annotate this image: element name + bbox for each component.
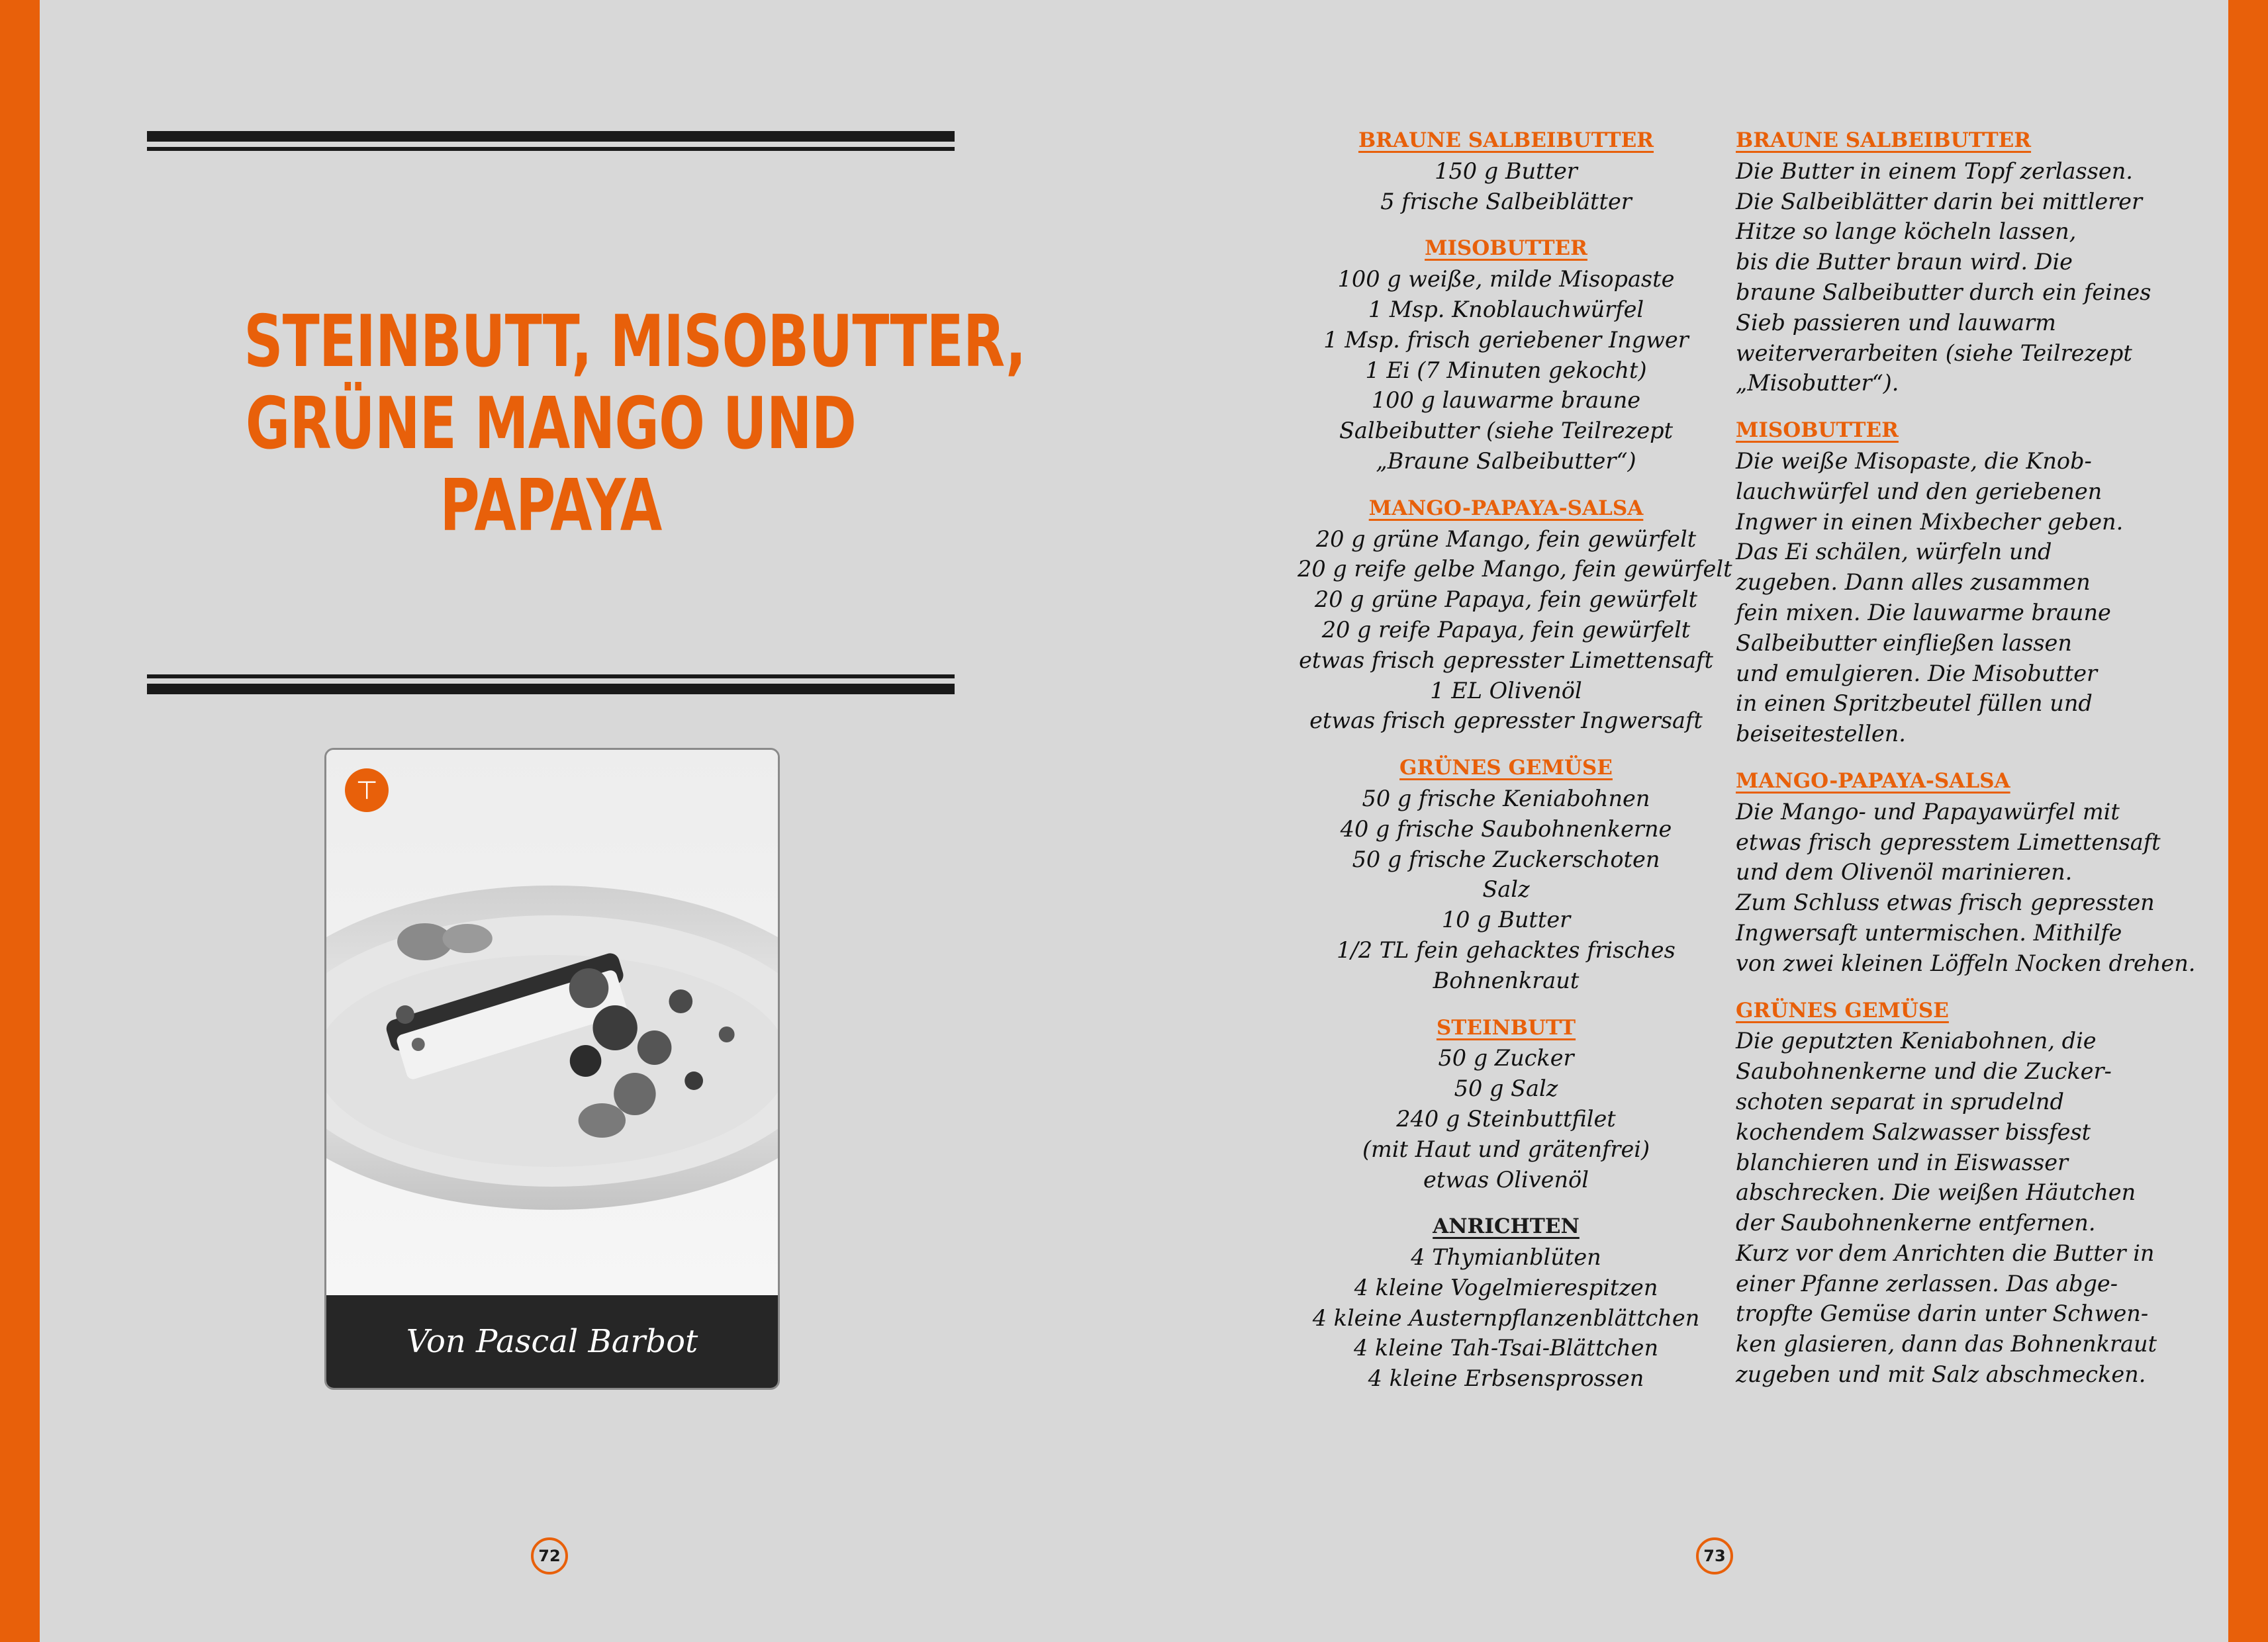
ingredient-line: 100 g lauwarme braune	[1371, 387, 1641, 414]
method-line: und dem Olivenöl marinieren.	[1736, 859, 2073, 886]
ingredient-line: 4 kleine Austernpflanzenblättchen	[1312, 1304, 1700, 1331]
method-line: Saubohnenkerne und die Zucker-	[1736, 1058, 2112, 1085]
ingredient-line: 50 g Zucker	[1438, 1045, 1574, 1072]
top-double-rule	[147, 131, 955, 151]
method-line: „Misobutter“).	[1736, 370, 1899, 396]
method-line: und emulgieren. Die Misobutter	[1736, 660, 2098, 686]
left-orange-edge	[0, 0, 40, 1642]
section-heading: MISOBUTTER	[1736, 418, 1899, 443]
method-section	[1736, 996, 2199, 1390]
ingredient-line: 1/2 TL fein gehacktes frisches	[1337, 936, 1676, 963]
section-heading: BRAUNE SALBEIBUTTER	[1736, 128, 2032, 152]
method-line: zugeben. Dann alles zusammen	[1736, 569, 2091, 596]
method-line: Die Butter in einem Topf zerlassen.	[1736, 158, 2133, 184]
ingredient-line: 5 frische Salbeiblätter	[1380, 188, 1632, 214]
ingredient-line: 1 Msp. Knoblauchwürfel	[1368, 296, 1644, 322]
method-line: der Saubohnenkerne entfernen.	[1736, 1210, 2096, 1236]
ingredient-line: 10 g Butter	[1441, 907, 1571, 933]
method-column	[1736, 126, 2199, 1407]
right-orange-edge	[2228, 0, 2268, 1642]
section-heading: MANGO-PAPAYA-SALSA	[1368, 496, 1644, 520]
ingredient-line: etwas frisch gepresster Limettensaft	[1299, 647, 1713, 673]
section-heading: BRAUNE SALBEIBUTTER	[1358, 128, 1654, 152]
section-heading: MISOBUTTER	[1425, 236, 1587, 261]
ingredient-line: 20 g reife Papaya, fein gewürfelt	[1321, 616, 1691, 643]
method-line: Salbeibutter einfließen lassen	[1736, 629, 2072, 656]
method-line: Ingwer in einen Mixbecher geben.	[1736, 508, 2124, 535]
ingredient-line: 1 Msp. frisch geriebener Ingwer	[1323, 326, 1689, 353]
ingredient-line: 4 kleine Vogelmierespitzen	[1354, 1274, 1658, 1300]
ingredient-line: 1 Ei (7 Minuten gekocht)	[1365, 357, 1647, 383]
method-line: etwas frisch gepresstem Limettensaft	[1736, 829, 2161, 855]
ingredient-line: (mit Haut und grätenfrei)	[1362, 1136, 1650, 1162]
section-heading: MANGO-PAPAYA-SALSA	[1736, 768, 2010, 793]
ingredient-line: 4 Thymianblüten	[1411, 1244, 1601, 1271]
ingredient-line: 20 g grüne Mango, fein gewürfelt	[1315, 525, 1697, 552]
ingredient-line: „Braune Salbeibutter“)	[1376, 447, 1636, 474]
ingredient-line: 240 g Steinbuttfilet	[1396, 1105, 1616, 1132]
method-line: Kurz vor dem Anrichten die Butter in	[1736, 1240, 2155, 1266]
method-line: kochendem Salzwasser bissfest	[1736, 1118, 2091, 1145]
method-line: Die weiße Misopaste, die Knob-	[1736, 447, 2092, 474]
ingredient-line: etwas frisch gepresster Ingwersaft	[1309, 707, 1703, 734]
title-line: STEINBUTT, MISOBUTTER,	[244, 300, 1026, 383]
method-line: weiterverarbeiten (siehe Teilrezept	[1736, 340, 2132, 366]
ingredient-section	[1298, 753, 1715, 995]
page-number-right: 73	[1696, 1537, 1733, 1574]
ingredient-line: 50 g frische Zuckerschoten	[1352, 846, 1660, 872]
page-number-left: 72	[531, 1537, 568, 1574]
method-line: Ingwersaft untermischen. Mithilfe	[1736, 919, 2122, 946]
method-line: von zwei kleinen Löffeln Nocken drehen.	[1736, 950, 2196, 976]
ingredient-line: 4 kleine Erbsensprossen	[1368, 1365, 1644, 1392]
ingredient-line: 50 g frische Keniabohnen	[1362, 785, 1650, 811]
method-line: abschrecken. Die weißen Häutchen	[1736, 1179, 2136, 1206]
ingredient-section	[1298, 234, 1715, 476]
method-line: zugeben und mit Salz abschmecken.	[1736, 1361, 2146, 1388]
ingredient-line: Bohnenkraut	[1433, 967, 1580, 993]
method-line: ken glasieren, dann das Bohnenkraut	[1736, 1331, 2157, 1357]
ingredient-line: Salbeibutter (siehe Teilrezept	[1339, 418, 1674, 444]
method-line: Zum Schluss etwas frisch gepressten	[1736, 889, 2155, 916]
method-line: braune Salbeibutter durch ein feines	[1736, 279, 2151, 305]
method-line: lauchwürfel und den geriebenen	[1736, 478, 2103, 504]
ingredient-section	[1298, 126, 1715, 216]
method-section	[1736, 126, 2199, 398]
method-line: Hitze so lange köcheln lassen,	[1736, 218, 2077, 245]
method-line: Das Ei schälen, würfeln und	[1736, 539, 2052, 565]
ingredient-section	[1298, 494, 1732, 736]
ingredient-line: Salz	[1482, 876, 1530, 903]
recipe-title	[244, 300, 1026, 547]
method-line: bis die Butter braun wird. Die	[1736, 249, 2073, 275]
chef-caption: Von Pascal Barbot	[326, 1295, 778, 1388]
section-heading: ANRICHTEN	[1433, 1214, 1580, 1239]
section-heading: GRÜNES GEMÜSE	[1399, 756, 1613, 780]
dish-photo	[326, 750, 778, 1299]
method-line: beiseitestellen.	[1736, 721, 1906, 747]
ingredient-line: 20 g grüne Papaya, fein gewürfelt	[1314, 586, 1698, 613]
method-line: schoten separat in sprudelnd	[1736, 1088, 2064, 1115]
method-line: Die geputzten Keniabohnen, die	[1736, 1028, 2097, 1054]
section-heading: STEINBUTT	[1436, 1015, 1576, 1040]
section-heading: GRÜNES GEMÜSE	[1736, 998, 1949, 1023]
chef-card	[324, 748, 780, 1390]
ingredient-line: 1 EL Olivenöl	[1430, 677, 1582, 704]
ingredient-line: 100 g weiße, milde Misopaste	[1337, 266, 1675, 293]
ingredients-column	[1298, 126, 1732, 1394]
method-line: fein mixen. Die lauwarme braune	[1736, 599, 2111, 625]
method-line: einer Pfanne zerlassen. Das abge-	[1736, 1270, 2118, 1297]
ingredient-line: 40 g frische Saubohnenkerne	[1340, 815, 1672, 842]
method-line: Die Mango- und Papayawürfel mit	[1736, 798, 2120, 825]
ingredient-line: 20 g reife gelbe Mango, fein gewürfelt	[1298, 556, 1732, 582]
ingredient-line: etwas Olivenöl	[1423, 1166, 1589, 1193]
title-line: GRÜNE MANGO UND	[245, 383, 857, 465]
title-line: PAPAYA	[440, 465, 662, 547]
method-line: in einen Spritzbeutel füllen und	[1736, 690, 2093, 717]
ingredient-line: 4 kleine Tah-Tsai-Blättchen	[1353, 1335, 1659, 1361]
method-line: Die Salbeiblätter darin bei mittlerer	[1736, 188, 2143, 214]
method-section	[1736, 766, 2199, 979]
ingredient-line: 50 g Salz	[1454, 1075, 1558, 1102]
pin-icon: ⊤	[345, 768, 389, 812]
method-line: Sieb passieren und lauwarm	[1736, 309, 2056, 336]
bottom-double-rule	[147, 674, 955, 694]
ingredient-section	[1298, 1013, 1715, 1195]
method-section	[1736, 416, 2199, 749]
method-line: tropfte Gemüse darin unter Schwen-	[1736, 1300, 2149, 1327]
ingredient-section	[1298, 1212, 1715, 1394]
ingredient-line: 150 g Butter	[1435, 158, 1578, 184]
method-line: blanchieren und in Eiswasser	[1736, 1149, 2069, 1175]
